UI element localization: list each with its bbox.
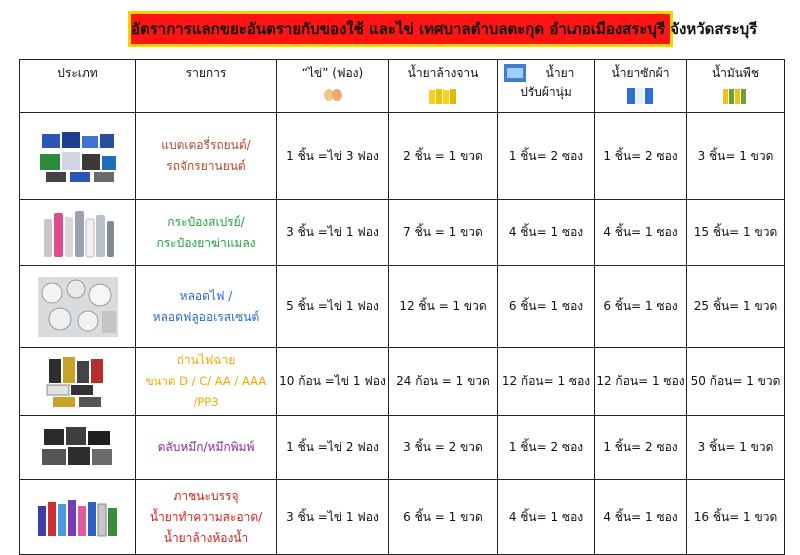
ink-cartridge-image: [38, 423, 118, 473]
egg-icon: [322, 86, 344, 102]
rate-fabric-softener: 12 ก้อน= 1 ซอง: [498, 348, 595, 416]
rate-laundry-detergent: 12 ก้อน= 1 ซอง: [595, 348, 687, 416]
rate-vegetable-oil: 25 ชิ้น= 1 ขวด: [687, 266, 785, 348]
row-image-cell: [20, 416, 136, 480]
title-banner: อัตราการแลกขยะอันตรายกับของใช้ และไข่ เทศบาลตำบลตะกุด อำเภอเมืองสระบุรี จังหวัดสระบุรี: [128, 11, 673, 47]
header-row: [20, 60, 785, 113]
row-image-cell: [20, 348, 136, 416]
rate-fabric-softener: 4 ชิ้น= 1 ซอง: [498, 200, 595, 266]
header-fabric-softener: น้ำยา ปรับผ้านุ่ม: [498, 60, 595, 113]
rate-vegetable-oil: 16 ชิ้น= 1 ขวด: [687, 480, 785, 555]
rate-dishwashing-liquid: 24 ก้อน = 1 ขวด: [389, 348, 498, 416]
fabric-softener-icon: [504, 64, 526, 82]
item-car-battery: แบตเตอรี่รถยนต์/ รถจักรยานยนต์: [136, 113, 277, 200]
row-image-cell: [20, 200, 136, 266]
rate-dishwashing-liquid: 7 ชิ้น = 1 ขวด: [389, 200, 498, 266]
row-image-cell: [20, 113, 136, 200]
dishwashing-liquid-icon: [428, 86, 458, 104]
table-row: [20, 480, 785, 555]
rate-egg: 10 ก้อน =ไข่ 1 ฟอง: [277, 348, 389, 416]
rate-fabric-softener: 6 ชิ้น= 1 ซอง: [498, 266, 595, 348]
rate-egg: 5 ชิ้น =ไข่ 1 ฟอง: [277, 266, 389, 348]
vegetable-oil-icon: [721, 86, 751, 104]
row-image-cell: [20, 266, 136, 348]
rate-vegetable-oil: 3 ชิ้น= 1 ขวด: [687, 113, 785, 200]
rate-vegetable-oil: 3 ชิ้น= 1 ขวด: [687, 416, 785, 480]
rate-dishwashing-liquid: 2 ชิ้น = 1 ขวด: [389, 113, 498, 200]
item-spray-can: กระป๋องสเปรย์/ กระป๋องยาฆ่าแมลง: [136, 200, 277, 266]
rate-egg: 1 ชิ้น =ไข่ 2 ฟอง: [277, 416, 389, 480]
rate-fabric-softener: 1 ชิ้น= 2 ซอง: [498, 416, 595, 480]
rate-laundry-detergent: 4 ชิ้น= 1 ซอง: [595, 480, 687, 555]
item-light-bulb: หลอดไฟ / หลอดฟลูออเรสเซนต์: [136, 266, 277, 348]
rate-dishwashing-liquid: 3 ชิ้น = 2 ขวด: [389, 416, 498, 480]
table-row: [20, 348, 785, 416]
rate-egg: 3 ชิ้น =ไข่ 1 ฟอง: [277, 200, 389, 266]
header-dishwashing-liquid: น้ำยาล้างจาน: [389, 60, 498, 113]
rate-laundry-detergent: 1 ชิ้น= 2 ซอง: [595, 113, 687, 200]
rate-fabric-softener: 1 ชิ้น= 2 ซอง: [498, 113, 595, 200]
table-row: [20, 200, 785, 266]
item-ink-cartridge: ตลับหมึก/หมึกพิมพ์: [136, 416, 277, 480]
header-egg: “ไข่” (ฟอง): [277, 60, 389, 113]
cleaner-container-image: [36, 494, 120, 540]
rate-laundry-detergent: 1 ชิ้น= 2 ซอง: [595, 416, 687, 480]
rate-vegetable-oil: 15 ชิ้น= 1 ขวด: [687, 200, 785, 266]
laundry-detergent-icon: [626, 86, 656, 104]
table-row: [20, 416, 785, 480]
rate-egg: 3 ชิ้น =ไข่ 1 ฟอง: [277, 480, 389, 555]
item-dry-cell-battery: ถ่านไฟฉาย ขนาด D / C/ AA / AAA /PP3: [136, 348, 277, 416]
rate-laundry-detergent: 4 ชิ้น= 1 ซอง: [595, 200, 687, 266]
table-row: [20, 266, 785, 348]
exchange-rate-table: [19, 59, 785, 555]
header-vegetable-oil: น้ำมันพืช: [687, 60, 785, 113]
header-type: ประเภท: [20, 60, 136, 113]
car-battery-image: [38, 128, 118, 184]
rate-egg: 1 ชิ้น =ไข่ 3 ฟอง: [277, 113, 389, 200]
rate-dishwashing-liquid: 12 ชิ้น = 1 ขวด: [389, 266, 498, 348]
rate-fabric-softener: 4 ชิ้น= 1 ซอง: [498, 480, 595, 555]
header-item: รายการ: [136, 60, 277, 113]
row-image-cell: [20, 480, 136, 555]
rate-dishwashing-liquid: 6 ชิ้น = 1 ขวด: [389, 480, 498, 555]
rate-laundry-detergent: 6 ชิ้น= 1 ซอง: [595, 266, 687, 348]
rate-vegetable-oil: 50 ก้อน= 1 ขวด: [687, 348, 785, 416]
header-laundry-detergent: น้ำยาซักผ้า: [595, 60, 687, 113]
table-row: [20, 113, 785, 200]
spray-can-image: [38, 205, 118, 261]
light-bulb-image: [38, 277, 118, 337]
dry-cell-battery-image: [43, 355, 113, 409]
item-cleaner-container: ภาชนะบรรจุ น้ำยาทำความสะอาด/ น้ำยาล้างห้องน้ำ: [136, 480, 277, 555]
